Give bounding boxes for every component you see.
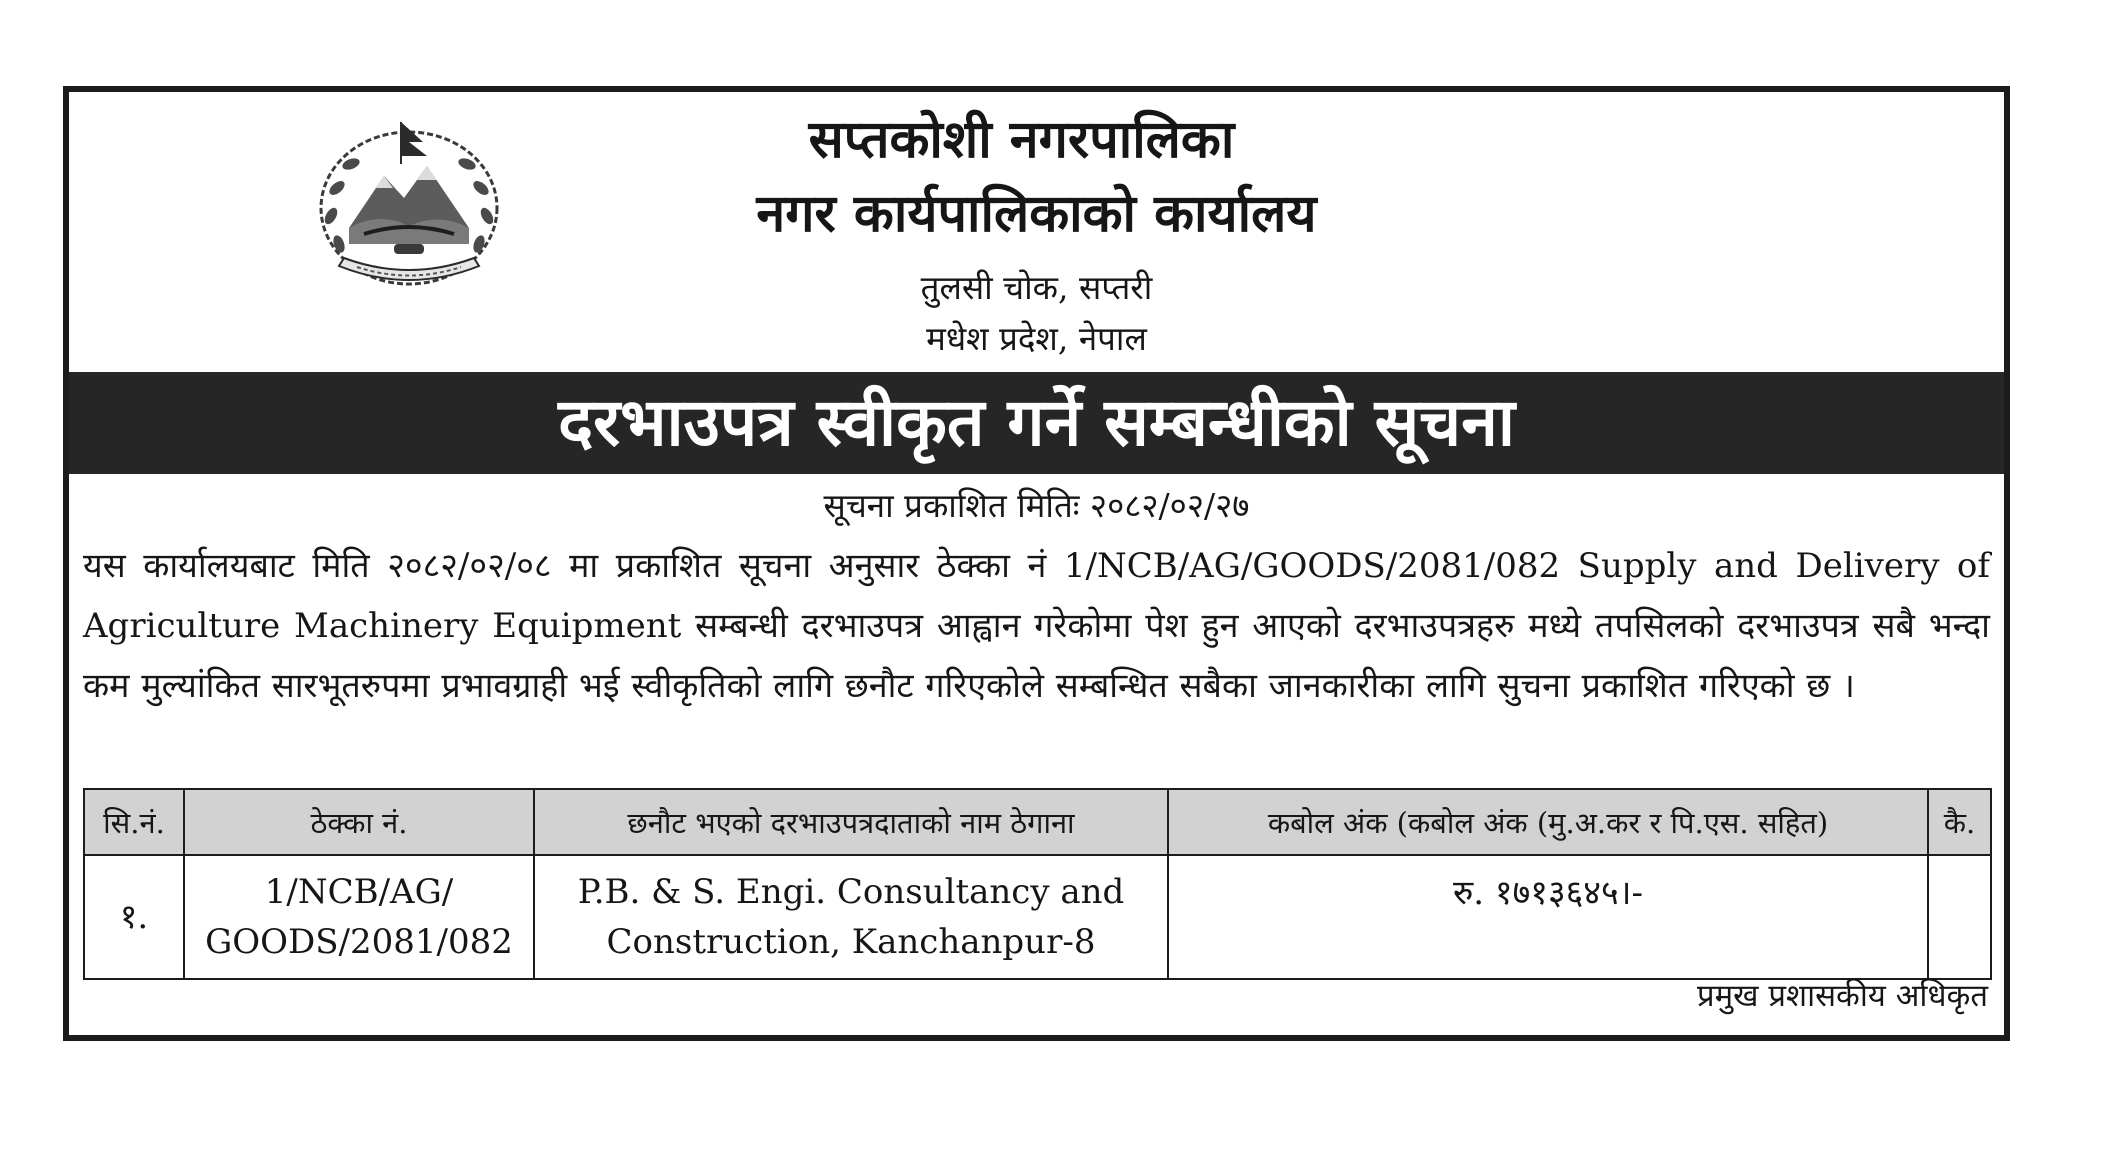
- column-header-bidder: छनौट भएको दरभाउपत्रदाताको नाम ठेगाना: [534, 789, 1168, 855]
- notice-title-banner: दरभाउपत्र स्वीकृत गर्ने सम्बन्धीको सूचना: [69, 372, 2004, 474]
- column-header-sn: सि.नं.: [84, 789, 184, 855]
- municipality-name: सप्तकोशी नगरपालिका: [808, 110, 1235, 170]
- cell-sn: १.: [84, 855, 184, 979]
- signatory-title: प्रमुख प्रशासकीय अधिकृत: [1696, 978, 1988, 1014]
- bidder-line-1: P.B. & S. Engi. Consultancy and: [577, 872, 1125, 912]
- address-line-2: मधेश प्रदेश, नेपाल: [926, 319, 1147, 358]
- contract-no-line-1: 1/NCB/AG/: [264, 872, 454, 912]
- column-header-remarks: कै.: [1928, 789, 1991, 855]
- notice-frame: [63, 86, 2010, 1041]
- table-header-row: [84, 789, 1991, 855]
- cell-remarks: [1928, 855, 1991, 979]
- cell-amount: रु. १७१३६४५।-: [1168, 855, 1928, 979]
- office-name: नगर कार्यपालिकाको कार्यालय: [756, 184, 1317, 244]
- published-date: सूचना प्रकाशित मितिः २०८२/०२/२७: [823, 486, 1250, 525]
- selected-bid-table: [83, 788, 1992, 980]
- table-row: [84, 855, 1991, 979]
- column-header-contract-no: ठेक्का नं.: [184, 789, 534, 855]
- column-header-amount: कबोल अंक (कबोल अंक (मु.अ.कर र पि.एस. सहित): [1168, 789, 1928, 855]
- notice-header: [69, 92, 2004, 372]
- contract-no-line-2: GOODS/2081/082: [205, 922, 513, 962]
- cell-contract-no: [184, 855, 534, 979]
- address-line-1: तुलसी चोक, सप्तरी: [920, 268, 1153, 307]
- bidder-line-2: Construction, Kanchanpur-8: [606, 922, 1096, 962]
- notice-body: यस कार्यालयबाट मिति २०८२/०२/०८ मा प्रकाशित सूचना अनुसार ठेक्का नं 1/NCB/AG/GOODS/2081/082 Supply and Delivery of Agriculture Machinery Equipment सम्बन्धी दरभाउपत्र आह्वान गरेकोमा पेश हुन आएको दरभाउपत्रहरु मध्ये तपसिलको दरभाउपत्र सबै भन्दा कम मुल्यांकित सारभूतरुपमा प्रभावग्राही भई स्वीकृतिको लागि छनौट गरिएकोले सम्बन्धित सबैका जानकारीका लागि सुचना प्रकाशित गरिएको छ ।: [83, 546, 1990, 706]
- cell-bidder: [534, 855, 1168, 979]
